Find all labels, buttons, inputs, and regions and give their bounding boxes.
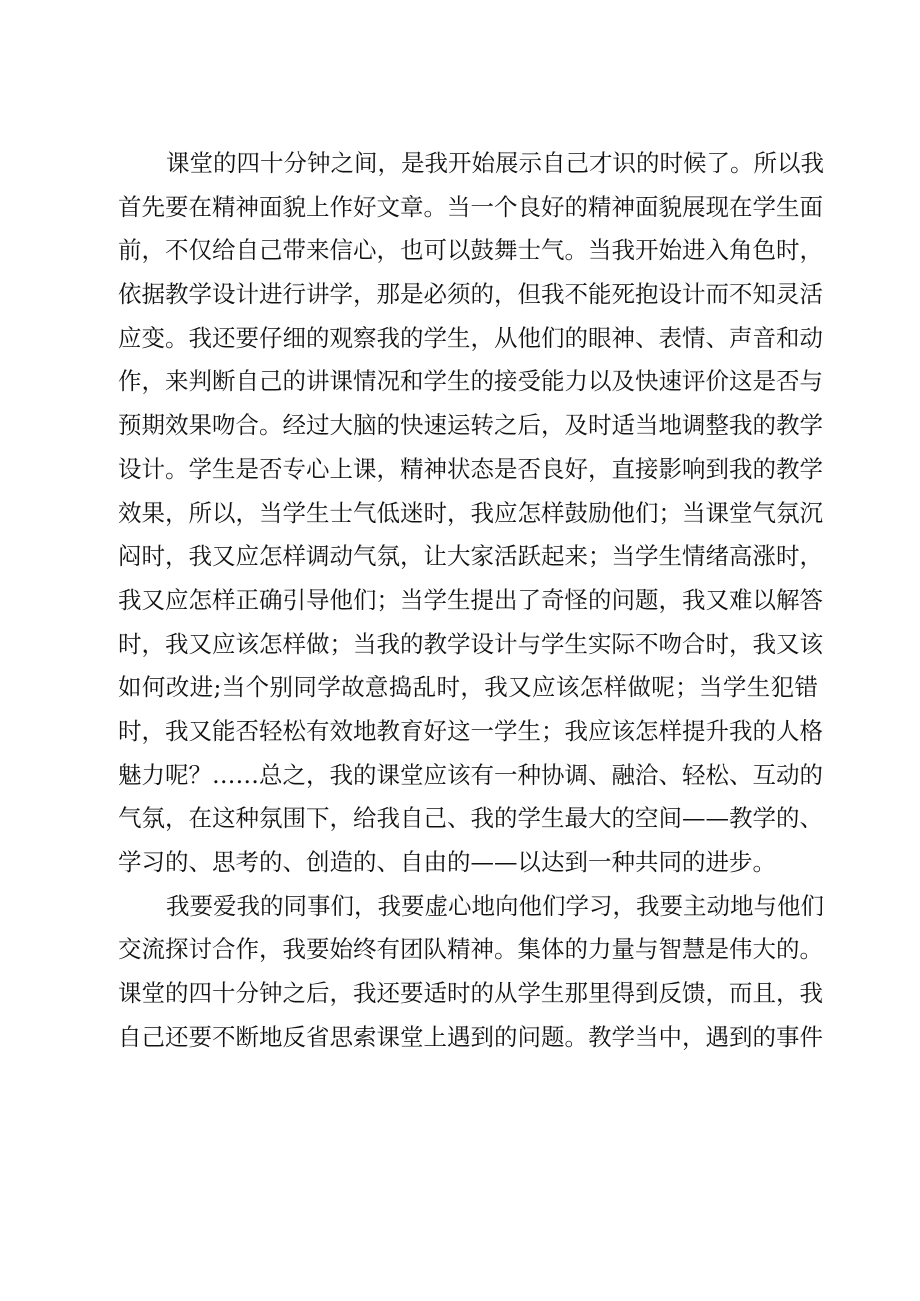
paragraph-1-line-5: 应变。我还要仔细的观察我的学生，从他们的眼神、表情、声音和动 xyxy=(118,323,823,352)
paragraph-2-line-3: 课堂的四十分钟之后，我还要适时的从学生那里得到反馈，而且，我 xyxy=(118,979,823,1008)
paragraph-1-line-1: 课堂的四十分钟之间，是我开始展示自己才识的时候了。所以我 xyxy=(166,149,824,177)
paragraph-1-line-11: 我又应怎样正确引导他们；当学生提出了奇怪的问题，我又难以解答 xyxy=(118,585,823,614)
paragraph-1-line-12: 时，我又应该怎样做；当我的教学设计与学生实际不吻合时，我又该 xyxy=(118,629,823,658)
paragraph-1-line-3: 前，不仅给自己带来信心，也可以鼓舞士气。当我开始进入角色时， xyxy=(118,236,823,265)
paragraph-1-line-2: 首先要在精神面貌上作好文章。当一个良好的精神面貌展现在学生面 xyxy=(118,192,823,221)
paragraph-2-line-4: 自己还要不断地反省思索课堂上遇到的问题。教学当中，遇到的事件 xyxy=(118,1022,823,1051)
paragraph-1-line-17: 学习的、思考的、创造的、自由的——以达到一种共同的进步。 xyxy=(118,848,776,876)
paragraph-1-line-16: 气氛，在这种氛围下，给我自己、我的学生最大的空间——教学的、 xyxy=(118,804,823,833)
paragraph-1-line-14: 时，我又能否轻松有效地教育好这一学生；我应该怎样提升我的人格 xyxy=(118,716,823,745)
paragraph-1-line-7: 预期效果吻合。经过大脑的快速运转之后，及时适当地调整我的教学 xyxy=(118,411,823,440)
paragraph-1-line-8: 设计。学生是否专心上课，精神状态是否良好，直接影响到我的教学 xyxy=(118,454,823,483)
paragraph-1-line-13: 如何改进;当个别同学故意捣乱时，我又应该怎样做呢；当学生犯错 xyxy=(118,673,818,702)
paragraph-1-line-6: 作，来判断自己的讲课情况和学生的接受能力以及快速评价这是否与 xyxy=(118,367,823,396)
paragraph-2-line-2: 交流探讨合作，我要始终有团队精神。集体的力量与智慧是伟大的。 xyxy=(118,935,823,964)
paragraph-1-line-9: 效果，所以，当学生士气低迷时，我应怎样鼓励他们；当课堂气氛沉 xyxy=(118,498,823,527)
document-body xyxy=(118,142,824,1059)
paragraph-1-line-4: 依据教学设计进行讲学，那是必须的，但我不能死抱设计而不知灵活 xyxy=(118,280,823,309)
paragraph-1-line-10: 闷时，我又应怎样调动气氛，让大家活跃起来；当学生情绪高涨时， xyxy=(118,542,823,571)
paragraph-1-line-15: 魅力呢？……总之，我的课堂应该有一种协调、融洽、轻松、互动的 xyxy=(118,760,823,789)
paragraph-2-line-1: 我要爱我的同事们，我要虚心地向他们学习，我要主动地与他们 xyxy=(166,891,824,920)
